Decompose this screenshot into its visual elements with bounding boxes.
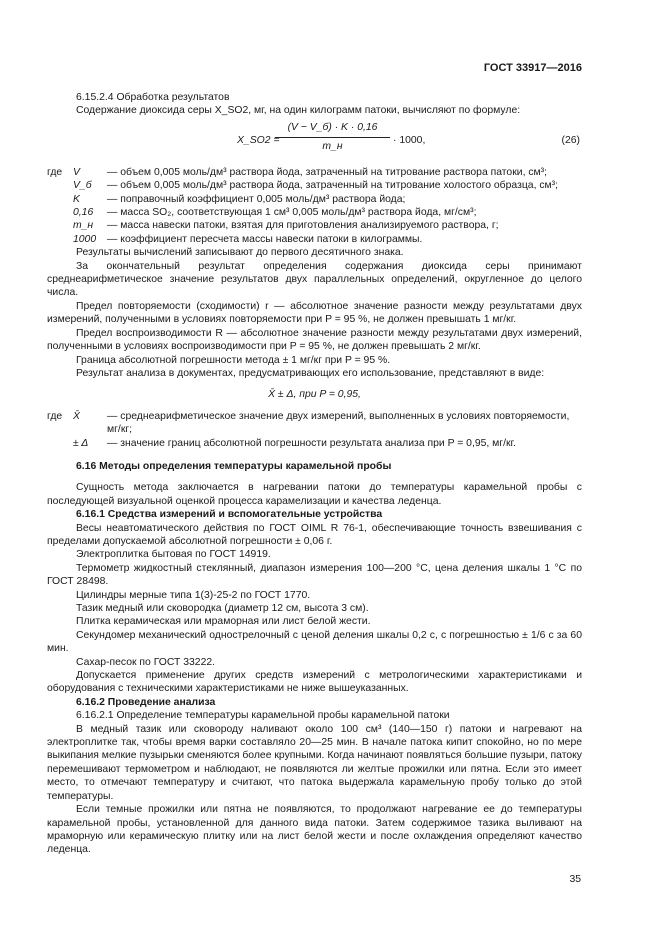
legend-row <box>47 193 582 206</box>
equipment-item: Секундомер механический однострелочный с ценой деления шкалы 0,2 с, с погрешностью ± 1/6 с за 60 мин. <box>47 629 582 655</box>
legend-lead <box>47 179 73 192</box>
formula-number: (26) <box>561 134 580 146</box>
section-heading: 6.16 Методы определения температуры карамельной пробы <box>76 460 392 472</box>
paragraph: В медный тазик или сковороду наливают около 100 см³ (140—150 г) патоки и нагревают на электроплитке так, чтобы время варки составляло 20—25 мин. В начале патока кипит спокойно, но по мере выкипания мелкие пузырьки сменяются более крупными. Когда начинают появляться большие пузыри, патоку перемешивают термометром и наблюдают, не появляются ли желтые прожилки или пятна. Если это имеет место, то отмечают температуру и считают, что патока выдержала карамельную пробу только до этой температуры. <box>47 723 582 802</box>
paragraph: Результат анализа в документах, предусматривающих его использование, представляют в виде: <box>76 367 545 379</box>
formula-lhs: X_SO2 = <box>237 134 280 146</box>
formula-intro-text: Содержание диоксида серы X_SO2, мг, на один килограмм патоки, вычисляют по формуле: <box>76 105 521 117</box>
legend-lead <box>47 437 73 450</box>
legend-lead <box>47 233 73 246</box>
equipment-item: Термометр жидкостный стеклянный, диапазон измерения 100—200 °С, цена деления шкалы 1 °С по ГОСТ 28498. <box>47 562 582 588</box>
document-body <box>47 91 582 857</box>
legend-text: — поправочный коэффициент 0,005 моль/дм³ раствора йода; <box>107 193 406 205</box>
legend-lead <box>47 206 73 219</box>
paragraph: Граница абсолютной погрешности метода ± 1 мг/кг при P = 95 %. <box>76 354 391 366</box>
paragraph: За окончательный результат определения содержания диоксида серы принимают среднеарифметическое значение результатов двух параллельных определений, округленное до целого числа. <box>47 260 582 299</box>
legend-lead <box>47 219 73 232</box>
formula-tail: · 1000, <box>393 134 426 146</box>
legend-symbol: ± Δ <box>73 437 89 449</box>
legend-lead: где <box>47 166 63 178</box>
equipment-item: Допускается применение других средств измерений с метрологическими характеристиками и оборудования с техническими характеристиками не ниже вышеуказанных. <box>47 670 582 695</box>
legend-row <box>47 166 582 179</box>
subsection-title: 6.16.2.1 Определение температуры карамельной пробы карамельной патоки <box>76 710 450 722</box>
legend-row <box>47 206 582 219</box>
legend-text: — объем 0,005 моль/дм³ раствора йода, затраченный на титрование холостого образца, см³; <box>107 180 559 192</box>
legend-symbol: 0,16 <box>73 207 94 219</box>
page-number: 35 <box>569 874 581 885</box>
formula-26 <box>47 120 582 160</box>
legend-symbol: 1000 <box>73 233 97 245</box>
paragraph: Сущность метода заключается в нагревании патоки до температуры карамельной пробы с последующей визуальной оценкой процесса карамелизации и качества леденца. <box>47 482 582 507</box>
legend-symbol: K <box>73 193 80 205</box>
legend-text: — значение границ абсолютной погрешности результата анализа при P = 0,95, мг/кг. <box>107 437 516 449</box>
legend-text: — масса SO₂, соответствующая 1 см³ 0,005 моль/дм³ раствора йода, мг/см³; <box>107 207 477 219</box>
equipment-item: Электроплитка бытовая по ГОСТ 14919. <box>76 549 271 561</box>
equipment-item: Цилиндры мерные типа 1(3)-25-2 по ГОСТ 1770. <box>76 589 311 601</box>
formula-fraction <box>275 121 390 154</box>
formula-intro <box>47 104 582 117</box>
legend-text: — объем 0,005 моль/дм³ раствора йода, затраченный на титрование раствора патоки, см³; <box>107 166 548 178</box>
legend-text: — среднеарифметическое значение двух измерений, выполненных в условиях повторяемости, мг/кг; <box>107 410 570 436</box>
formula-legend <box>47 166 582 246</box>
equipment-item: Весы неавтоматического действия по ГОСТ OIML R 76-1, обеспечивающие точность взвешивания с пределами допускаемой абсолютной погрешности ± 0,06 г. <box>47 522 582 547</box>
legend-row <box>47 410 582 437</box>
legend-symbol: m_н <box>73 220 94 232</box>
legend-row <box>47 437 582 450</box>
legend-lead: где <box>47 410 63 422</box>
subsection-title: 6.15.2.4 Обработка результатов <box>76 92 230 103</box>
page-header: ГОСТ 33917—2016 <box>483 62 582 74</box>
result-legend <box>47 410 582 450</box>
legend-row <box>47 219 582 232</box>
legend-text: — коэффициент пересчета массы навески патоки в килограммы. <box>107 233 423 245</box>
legend-symbol: X̄ <box>73 410 80 422</box>
legend-symbol: V <box>73 166 80 178</box>
paragraph: Результаты вычислений записывают до первого десятичного знака. <box>76 247 404 259</box>
paragraph: Предел повторяемости (сходимости) r — абсолютное значение разности между результатами двух измерений, полученными в условиях повторяемости при P = 95 %, не должен превышать 1 мг/кг. <box>47 300 582 326</box>
legend-symbol: V_б <box>73 180 92 192</box>
paragraph: Если темные прожилки или пятна не появляются, то продолжают нагревание ее до температуры карамельной пробы, установленной для данного вида патоки. Затем содержимое тазика выливают на мраморную или керамическую плитку или на лист белой жести и после охлаждения определяют качество леденца. <box>47 804 582 856</box>
equipment-item: Тазик медный или сковородка (диаметр 12 см, высота 3 см). <box>76 603 369 614</box>
result-formula: X̄ ± Δ, при P = 0,95, <box>268 389 361 401</box>
legend-row <box>47 233 582 246</box>
legend-lead <box>47 193 73 206</box>
legend-text: — масса навески патоки, взятая для приготовления анализируемого раствора, г; <box>107 220 499 232</box>
legend-row <box>47 179 582 192</box>
equipment-item: Плитка керамическая или мраморная или лист белой жести. <box>76 616 371 628</box>
formula-denominator: m_н <box>322 141 343 153</box>
formula-numerator: (V − V_б) · K · 0,16 <box>275 121 390 138</box>
subsection-heading: 6.16.2 Проведение анализа <box>76 696 216 708</box>
paragraph: Предел воспроизводимости R — абсолютное значение разности между результатами двух измерений, полученными в условиях воспроизводимости при P = 95 %, не должен превышать 2 мг/кг. <box>47 327 582 353</box>
subsection-heading: 6.16.1 Средства измерений и вспомогательные устройства <box>76 509 383 521</box>
equipment-item: Сахар-песок по ГОСТ 33222. <box>76 656 216 668</box>
